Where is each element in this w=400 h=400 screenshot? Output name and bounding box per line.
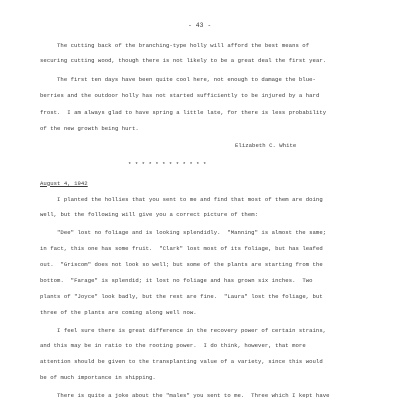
paragraph-3-line-1: I planted the hollies that you sent to me and find that most of them are doing <box>57 195 323 203</box>
paragraph-2-line-4: of the new growth being hurt. <box>40 124 139 132</box>
paragraph-2-line-3: frost. I am always glad to have spring a little late, for there is less probability <box>40 108 327 116</box>
paragraph-6-line-1: There is quite a joke about the "males" you sent to me. Three which I kept have <box>57 392 330 399</box>
paragraph-1-line-1: The cutting back of the branching-type holly will afford the best means of <box>57 41 310 49</box>
paragraph-4-line-4: bottom. "Farage" is splendid; it lost no foliage and has grown six inches. Two <box>40 276 313 284</box>
page-number: - 43 - <box>188 22 212 29</box>
paragraph-4-line-6: three of the plants are coming along well now. <box>40 308 197 316</box>
entry-date: August 4, 1942 <box>40 179 88 187</box>
paragraph-4-line-2: in fact, this one has some fruit. "Clark" lost most of its foliage, but has leafed <box>40 245 323 253</box>
paragraph-2-line-2: berries and the outdoor holly has not started sufficiently to be injured by a hard <box>40 91 320 99</box>
paragraph-5-line-4: be of much importance in shipping. <box>40 374 156 382</box>
paragraph-2-line-1: The first ten days have been quite cool here, not enough to damage the blue- <box>57 76 316 83</box>
section-separator: * * * * * * * * * * * * <box>128 161 207 168</box>
paragraph-4-line-3: out. "Griscom" does not look so well; but some of the plants are starting from the <box>40 261 323 268</box>
paragraph-4-line-5: plants of "Joyce" look badly, but the rest are fine. "Laura" lost the foliage, but <box>40 292 323 300</box>
paragraph-3-line-2: well, but the following will give you a correct picture of them: <box>40 211 259 219</box>
paragraph-5-line-1: I feel sure there is great difference in the recovery power of certain strains, <box>57 326 327 334</box>
paragraph-5-line-3: attention should be given to the transplanting value of a variety, since this would <box>40 358 323 366</box>
paragraph-1-line-2: securing cutting wood, though there is not likely to be a great deal the first year. <box>40 57 327 65</box>
paragraph-4-line-1: "Dee" lost no foliage and is looking splendidly. "Manning" is almost the same; <box>57 229 327 237</box>
paragraph-5-line-2: and this may be in ratio to the rooting power. I do think, however, that more <box>40 342 306 350</box>
signature: Elizabeth C. White <box>235 142 297 150</box>
